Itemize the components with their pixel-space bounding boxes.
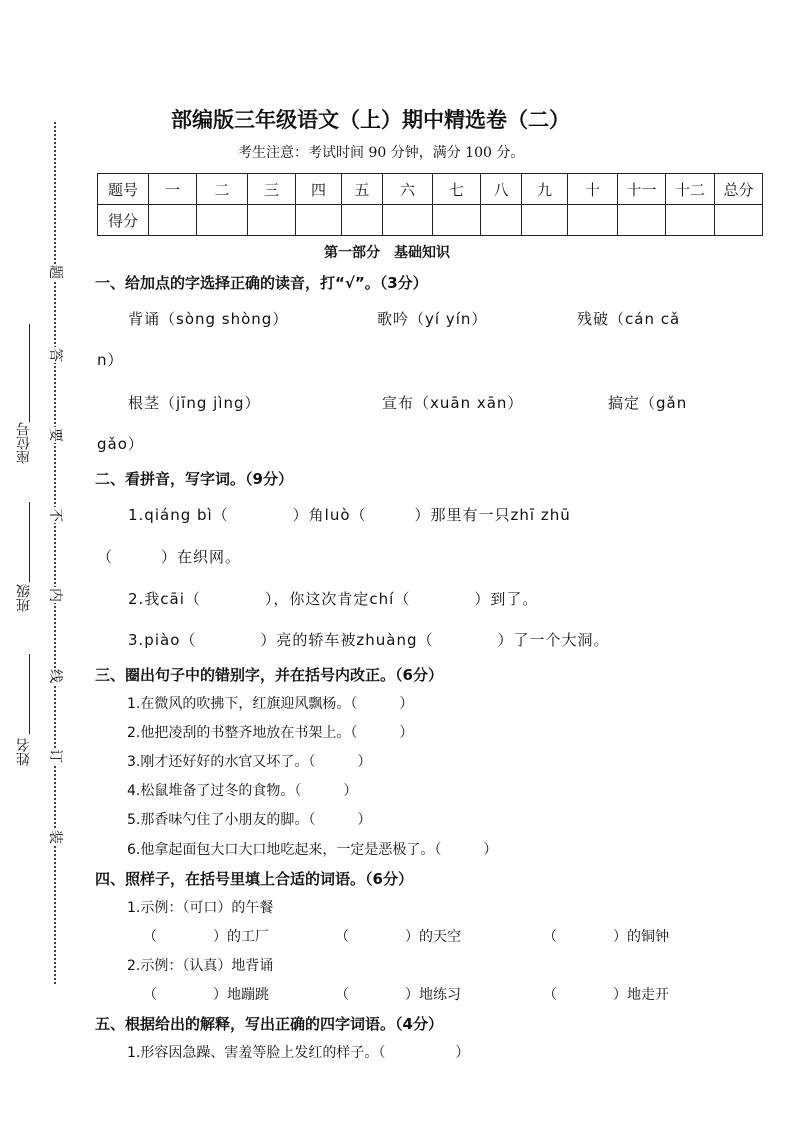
part-title: 第一部分 基础知识 [324,245,450,261]
table-cell: 一 [149,174,197,205]
score-cell[interactable] [149,205,197,236]
question-line: 1.qiáng bì（ ）角luò（ ）那里有一只zhī zhū [128,506,571,524]
question-item: 3.刚才还好好的水官又坏了。（ ） [127,754,372,770]
score-cell[interactable] [248,205,296,236]
seal-char: 要 [47,428,63,442]
score-cell[interactable] [383,205,433,236]
question-item: 4.松鼠堆备了过冬的食物。（ ） [127,783,358,799]
question-item: 6.他拿起面包大口大口地吃起来，一定是恶极了。（ ） [127,842,498,858]
table-cell: 五 [342,174,383,205]
section-2-heading: 二、看拼音，写字词。（9分） [95,470,293,488]
seal-char: 装 [47,830,63,844]
question-item: （ ）地走开 [543,987,669,1003]
question-item: gǎo） [97,435,144,453]
question-item: （ ）的天空 [335,929,461,945]
question-line: 2.我cāi（ ），你这次肯定chí（ ）到了。 [128,590,539,608]
page-title: 部编版三年级语文（上）期中精选卷（二） [171,108,570,132]
question-item: 搞定（gǎn [608,394,688,412]
score-cell[interactable] [481,205,522,236]
score-cell[interactable] [342,205,383,236]
table-cell: 十二 [666,174,715,205]
table-cell: 十 [568,174,618,205]
table-cell: 十一 [618,174,666,205]
example-line: 2.示例：（认真）地背诵 [127,958,274,974]
question-item: 残破（cán cǎ [577,310,681,328]
class-label: 班级 [16,584,32,612]
score-cell[interactable] [715,205,763,236]
table-cell: 四 [296,174,342,205]
question-item: 背诵（sòng shòng） [128,310,289,328]
table-cell: 总分 [715,174,763,205]
binding-dotted-line [54,122,56,984]
question-item: （ ）地练习 [335,987,461,1003]
score-cell[interactable] [568,205,618,236]
section-1-heading: 一、给加点的字选择正确的读音，打“√”。（3分） [95,274,428,292]
section-5-heading: 五、根据给出的解释，写出正确的四字词语。（4分） [95,1015,443,1033]
score-table-score-row [98,205,763,236]
seal-char: 内 [47,588,63,602]
seat-number-underline [29,324,30,422]
section-4-heading: 四、照样子，在括号里填上合适的词语。（6分） [95,870,413,888]
score-cell[interactable] [433,205,481,236]
score-cell[interactable] [522,205,568,236]
seal-char: 题 [47,265,63,279]
seal-char: 订 [47,749,63,763]
question-line: 3.piào（ ）亮的轿车被zhuàng（ ）了一个大洞。 [128,631,610,649]
table-cell: 八 [481,174,522,205]
name-underline [29,654,30,734]
score-table [97,173,763,236]
question-item: （ ）的工厂 [143,929,269,945]
table-cell: 三 [248,174,296,205]
score-cell[interactable] [197,205,248,236]
table-cell: 得分 [98,205,149,236]
question-item: 1.在微风的吹拂下，红旗迎风飘杨。（ ） [127,696,414,712]
question-item: 根茎（jīng jìng） [128,394,261,412]
class-underline [29,502,30,582]
question-item: 1.形容因急躁、害羞等脸上发红的样子。（ ） [127,1045,470,1061]
seal-char: 不 [47,508,63,522]
question-item: 宣布（xuān xān） [382,394,524,412]
score-cell[interactable] [618,205,666,236]
question-item: 5.那香味勺住了小朋友的脚。（ ） [127,812,372,828]
question-item: n） [97,351,124,369]
question-item: 2.他把凌刮的书整齐地放在书架上。（ ） [127,725,414,741]
table-cell: 九 [522,174,568,205]
question-item: （ ）的铜钟 [543,929,669,945]
table-cell: 六 [383,174,433,205]
score-table-header-row [98,174,763,205]
example-line: 1.示例：（可口）的午餐 [127,900,274,916]
section-3-heading: 三、圈出句子中的错别字，并在括号内改正。（6分） [95,666,443,684]
question-item: （ ）地蹦跳 [143,987,269,1003]
table-cell: 题号 [98,174,149,205]
question-item: 歌吟（yí yín） [377,310,488,328]
exam-notice: 考生注意：考试时间 90 分钟，满分 100 分。 [238,145,525,161]
question-line: （ ）在织网。 [97,548,242,566]
seal-char: 线 [47,669,63,683]
score-cell[interactable] [666,205,715,236]
name-label: 姓名 [16,738,32,766]
score-cell[interactable] [296,205,342,236]
seat-number-label: 座位号 [16,422,32,464]
table-cell: 二 [197,174,248,205]
table-cell: 七 [433,174,481,205]
seal-char: 答 [47,348,63,362]
